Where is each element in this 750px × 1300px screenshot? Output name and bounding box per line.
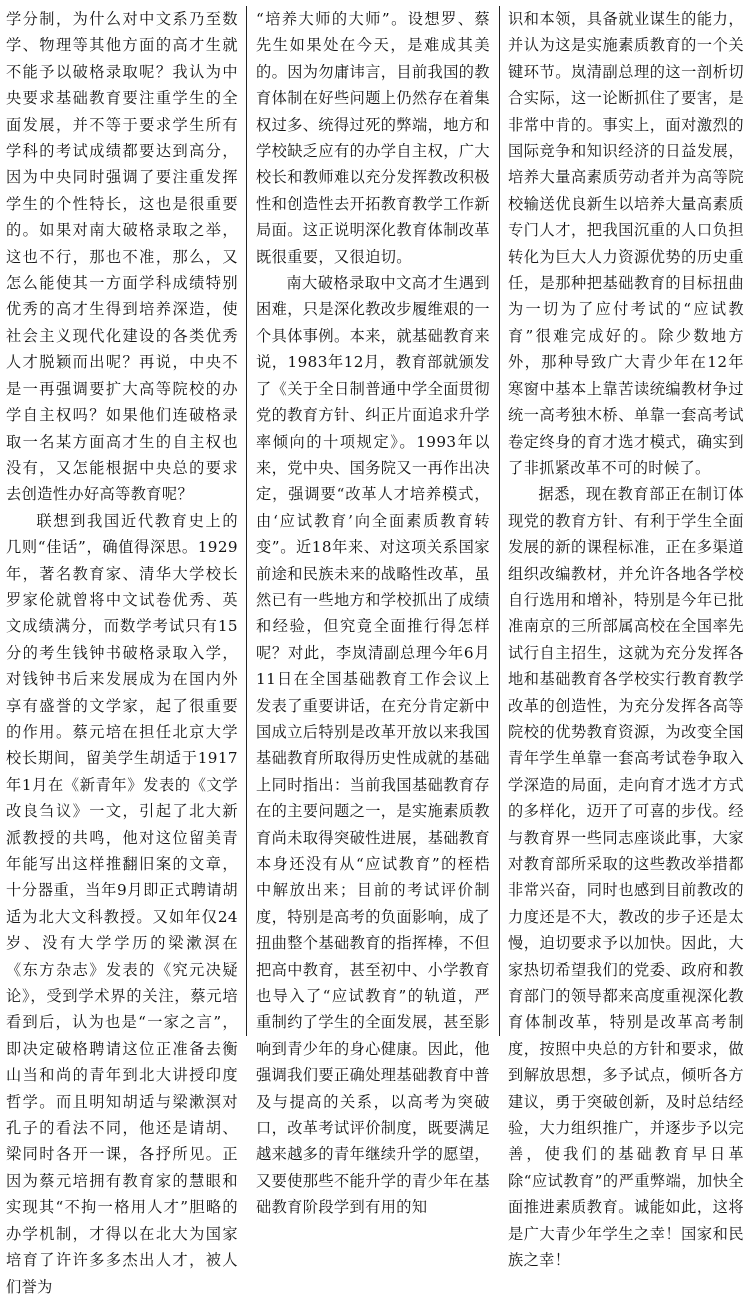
paragraph: 据悉，现在教育部正在制订体现党的教育方针、有利于学生全面发展的新的课程标准，正在多渠道组织改编教材，并允许各地各学校自行选用和增补，特别是今年已批准南京的三所部属高校在全国率先试行自主招生，这就为充分发挥各地和基础教育各学校实行教育教学改革的创造性，为充分发挥各高等院校的优势教育资源，为改变全国青年学生单靠一套高考试卷争取入学深造的局面，走向育才选才方式的多样化，迈开了可喜的步伐。经与教育界一些同志座谈此事，大家对教育部所采取的这些教改举措都非常兴奋，同时也感到目前教改的力度还是不大，教改的步子还是太慢，迫切要求予以加快。因此，大家热切希望我们的党委、政府和教育部门的领导都来高度重视深化教育体制改革，特别是改革高考制度，按照中央总的方针和要求，做到解放思想，多予试点，倾听各方建议，勇于突破创新，及时总结经验，大力组织推广，并逐步予以完善，使我们的基础教育早日革除“应试教育”的严重弊端，加快全面推进素质教育。诚能如此，这将是广大青少年学生之幸！国家和民族之幸！: [508, 485, 744, 1270]
paragraph: 学分制，为什么对中文系乃至数学、物理等其他方面的高才生就不能予以破格录取呢？我认为中央要求基础教育要注重学生的全面发展，并不等于要求学生所有学科的考试成绩都要达到高分，因为中央同时强调了要注重发挥学生的个性特长，这也是很重要的。如果对南大破格录取之举，这也不行，那也不准，那么，又怎么能使其一方面学科成绩特别优秀的高才生得到培养深造，使社会主义现代化建设的各类优秀人才脱颖而出呢？再说，中央不是一再强调要扩大高等院校的办学自主权吗？如果他们连破格录取一名某方面高才生的自主权也没有，又怎能根据中央总的要求去创造性办好高等教育呢？: [6, 10, 238, 504]
text-column-1: [6, 6, 238, 1296]
text-column-2: [256, 6, 490, 1217]
column-divider: [246, 6, 247, 1036]
paragraph: “培养大师的大师”。设想罗、蔡先生如果处在今天，是难成其美的。因为勿庸讳言，目前我国的教育体制在好些问题上仍然存在着集权过多、统得过死的弊端，地方和学校缺乏应有的办学自主权，广大校长和教师难以充分发挥教改积极性和创造性去开拓教育教学工作新局面。这正说明深化教育体制改革既很重要，又很迫切。: [256, 10, 490, 266]
paragraph: 联想到我国近代教育史上的几则“佳话”，确值得深思。1929年，著名教育家、清华大学校长罗家伦就曾将中文试卷优秀、英文成绩满分，而数学考试只有15分的考生钱钟书破格录取入学，对钱钟书后来发展成为在国内外享有盛誉的文学家，起了很重要的作用。蔡元培在担任北京大学校长期间，留美学生胡适于1917年1月在《新青年》发表的《文学改良刍议》一文，引起了北大新派教授的共鸣，他对这位留美青年能写出这样推翻旧案的文章，十分器重，当年9月即正式聘请胡适为北大文科教授。又如年仅24岁、没有大学学历的梁漱溟在《东方杂志》发表的《究元决疑论》，受到学术界的关注，蔡元培看到后，认为也是“一家之言”，即决定破格聘请这位正准备去衡山当和尚的青年到北大讲授印度哲学。而且明知胡适与梁漱溟对孔子的看法不同，他还是请胡、梁同时各开一课，各抒所见。正因为蔡元培拥有教育家的慧眼和实现其“不拘一格用人才”胆略的办学机制，才得以在北大为国家培育了许许多多杰出人才，被人们誉为: [6, 511, 238, 1296]
column-divider: [499, 6, 500, 1036]
text-column-3: [508, 6, 744, 1270]
paragraph: 南大破格录取中文高才生遇到困难，只是深化教改步履维艰的一个具体事例。本来，就基础教育来说，1983年12月，教育部就颁发了《关于全日制普通中学全面贯彻党的教育方针、纠正片面追求升学率倾向的十项规定》。1993年以来，党中央、国务院又一再作出决定，强调要“改革人才培养模式，由‘应试教育’向全面素质教育转变”。近18年来、对这项关系国家前途和民族未来的战略性改革，虽然已有一些地方和学校抓出了成绩和经验，但究竟全面推行得怎样呢？对此，李岚清副总理今年6月11日在全国基础教育工作会议上发表了重要讲话，在充分肯定新中国成立后特别是改革开放以来我国基础教育所取得历史性成就的基础上同时指出：当前我国基础教育存在的主要问题之一，是实施素质教育尚未取得突破性进展，基础教育本身还没有从“应试教育”的桎梏中解放出来；目前的考试评价制度，特别是高考的负面影响，成了扭曲整个基础教育的指挥棒，不但把高中教育，甚至初中、小学教育也导入了“应试教育”的轨道，严重制约了学生的全面发展，甚至影响到青少年的身心健康。因此，他强调我们要正确处理基础教育中普及与提高的关系，以高考为突破口，改革考试评价制度，既要满足越来越多的青年继续升学的愿望，又要使那些不能升学的青少年在基础教育阶段学到有用的知: [256, 274, 490, 1217]
paragraph: 识和本领，具备就业谋生的能力，并认为这是实施素质教育的一个关键环节。岚清副总理的这一剖析切合实际，这一论断抓住了要害，是非常中肯的。事实上，面对激烈的国际竞争和知识经济的日益发展，培养大量高素质劳动者并为高等院校输送优良新生以培养大量高素质专门人才，把我国沉重的人口负担转化为巨大人力资源优势的历史重任，是那种把基础教育的目标扭曲为一切为了应付考试的“应试教育”很难完成好的。除少数地方外，那种导致广大青少年在12年寒窗中基本上靠苦读统编教材争过统一高考独木桥、单靠一套高考试卷定终身的育才选才模式，确实到了非抓紧改革不可的时候了。: [508, 10, 744, 477]
